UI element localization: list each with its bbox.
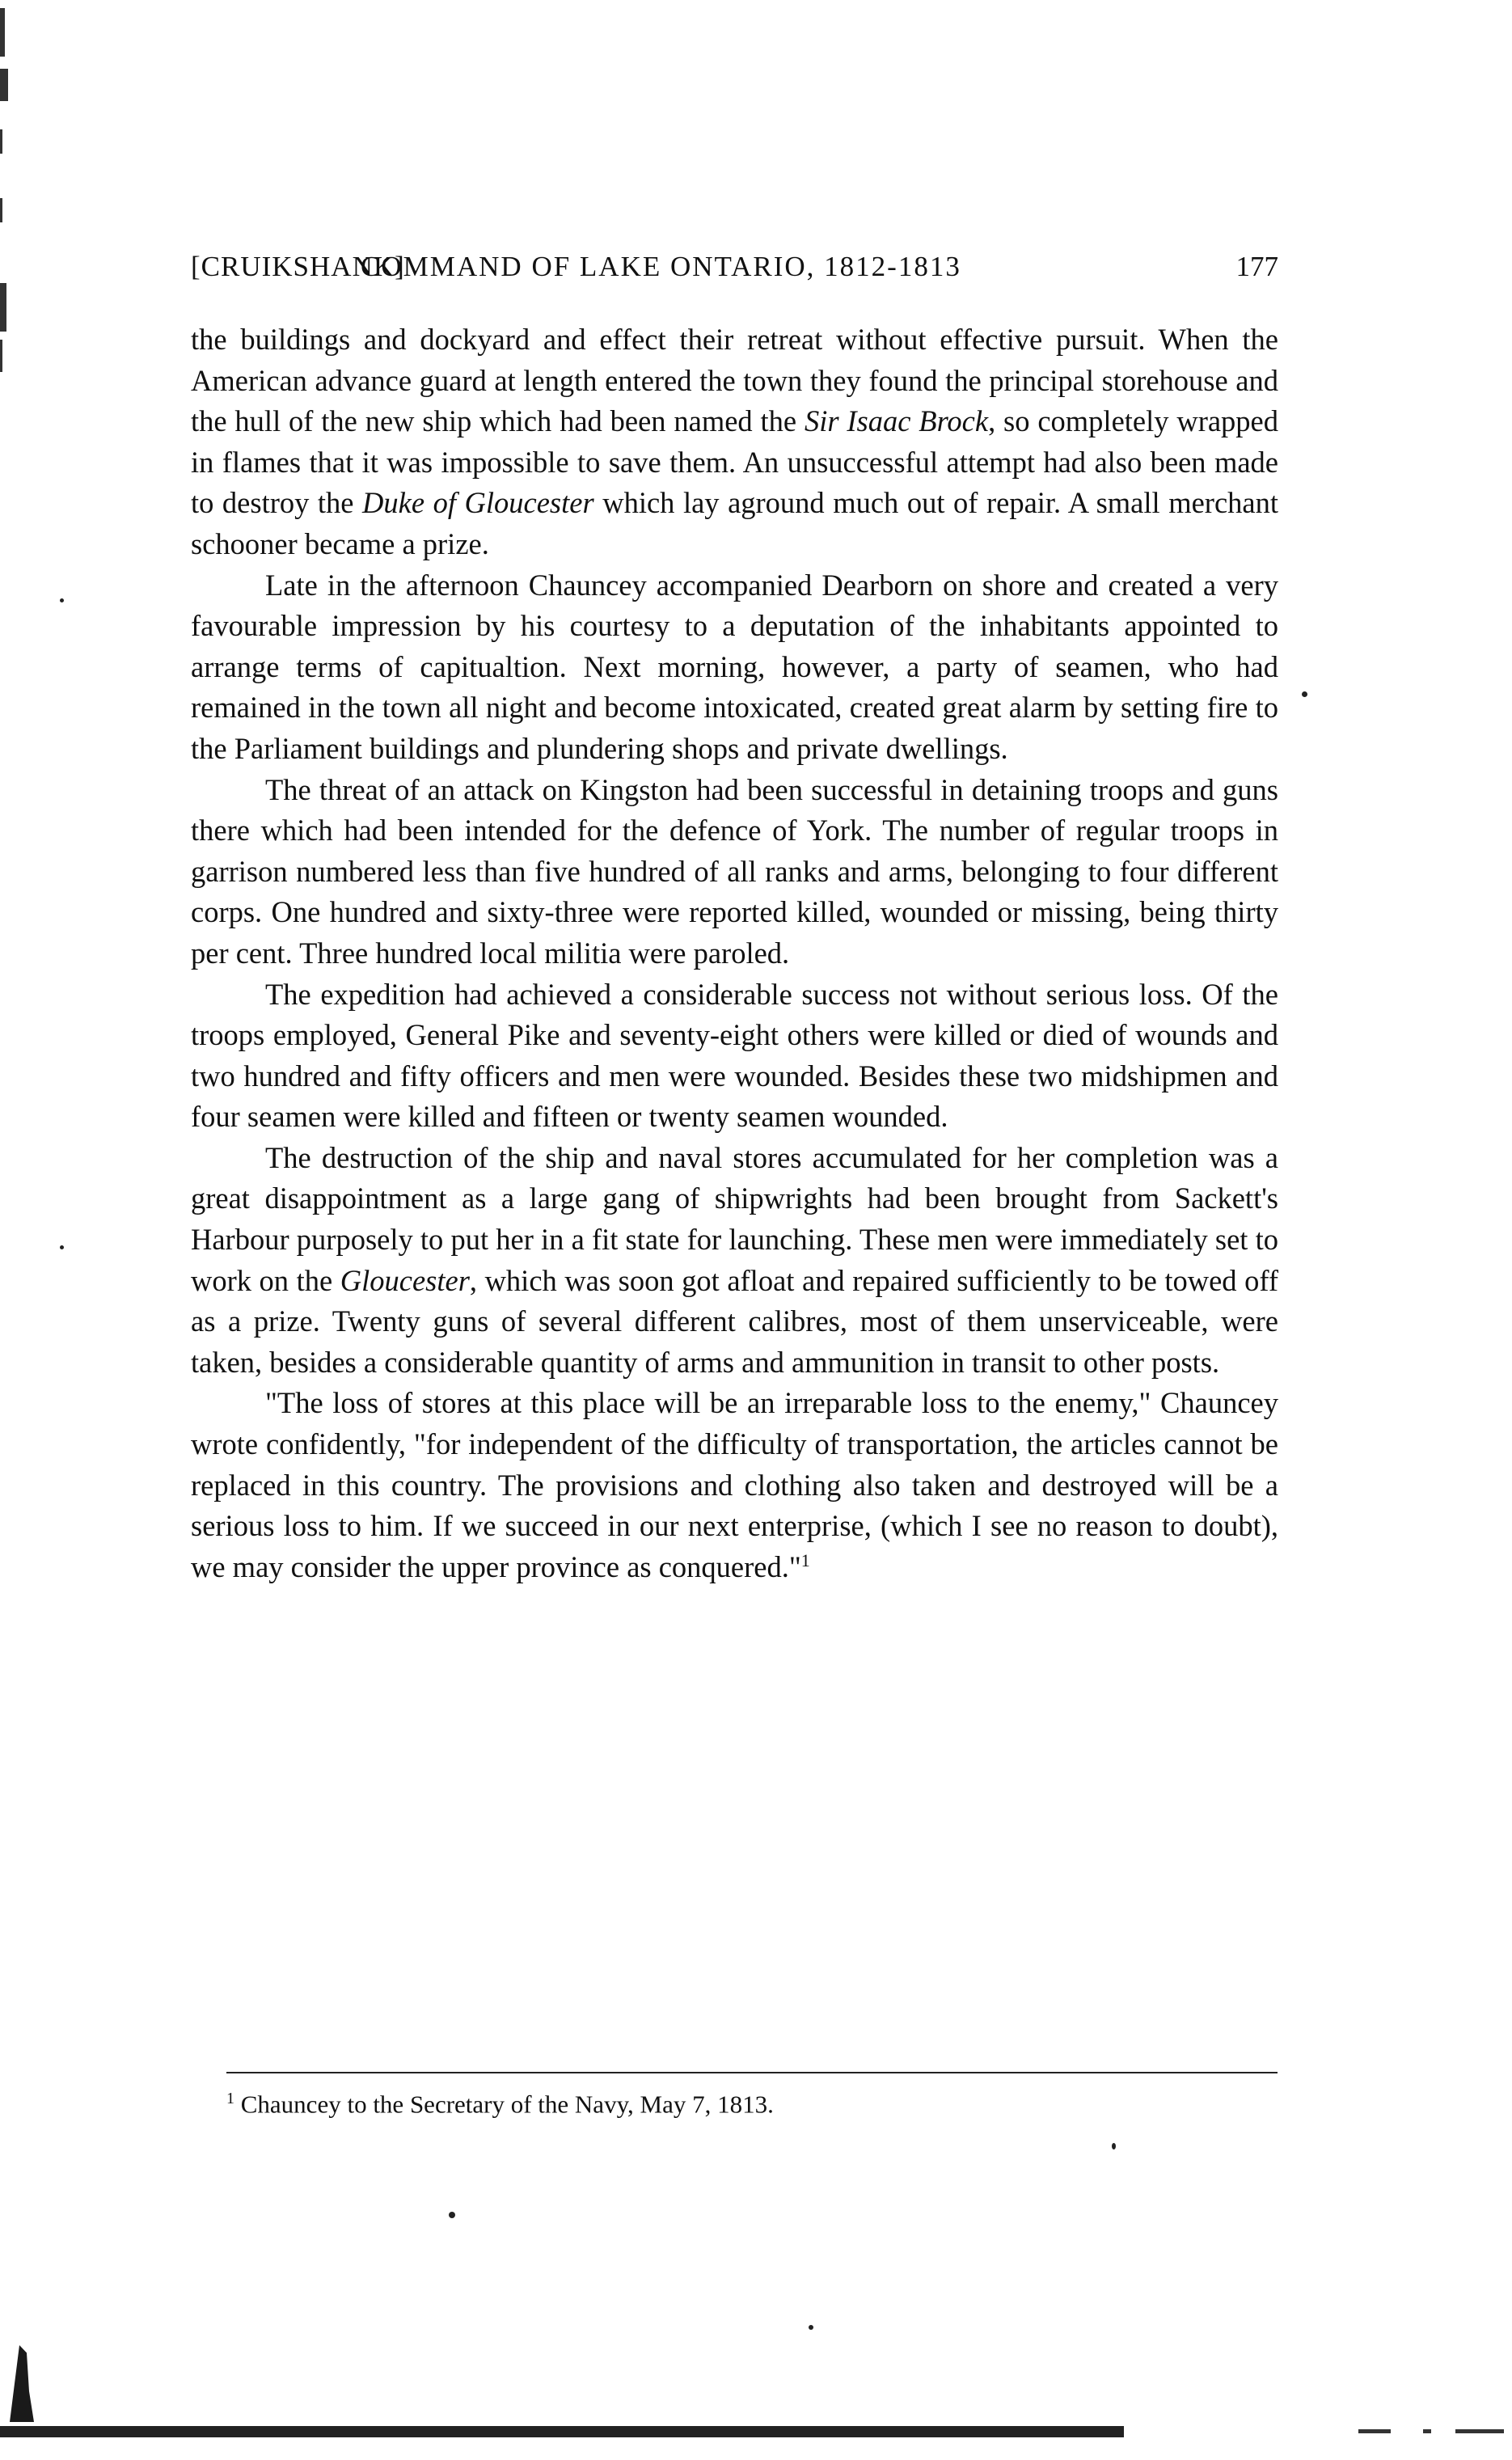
footnote-text: Chauncey to the Secretary of the Navy, May 7, 1813.	[234, 2090, 774, 2119]
paragraph-4: The expedition had achieved a considerable success not without serious loss. Of the troops employed, General Pike and seventy-eight others were killed or died of wounds and two hundred and fifty officers and men were wounded. Besides these two midshipmen and four seamen were killed and fifteen or twenty seamen wounded.	[191, 977, 1278, 1134]
paragraph-2: Late in the afternoon Chauncey accompanied Dearborn on shore and created a very favourable impression by his courtesy to a deputation of the inhabitants appointed to arrange terms of capitualtion. Next morning, however, a party of seamen, who had remained in the town all night and become intoxicated, created great alarm by setting fire to the Parliament buildings and plundering shops and private dwellings.	[191, 568, 1278, 765]
scan-bottom-edge	[1423, 2429, 1431, 2433]
scan-margin-mark	[0, 283, 6, 332]
ship-name-gloucester: Gloucester	[340, 1263, 470, 1297]
header-author: [CRUIKSHANK]	[191, 251, 405, 282]
scan-speck	[1112, 2143, 1116, 2149]
scan-margin-mark	[0, 129, 2, 154]
scan-speck	[449, 2212, 455, 2218]
footnote-reference: 1	[800, 1549, 810, 1570]
scan-speck	[60, 1245, 64, 1249]
ship-name-duke-of-gloucester: Duke of Gloucester	[362, 486, 594, 520]
main-text	[191, 319, 1278, 1587]
scan-blot	[10, 2345, 34, 2422]
paragraph-6: "The loss of stores at this place will be an irreparable loss to the enemy," Chauncey wrote confidently, "for independent of the difficulty of transportation, the articles cannot be replaced in this country. The provisions and clothing also taken and destroyed will be a serious loss to him. If we succeed in our next enterprise, (which I see no reason to doubt), we may consider the upper province as conquered."$^1$	[191, 1386, 1278, 1583]
page-number: 177	[1235, 251, 1278, 282]
scan-bottom-edge	[0, 2426, 1124, 2437]
scan-bottom-edge	[1455, 2429, 1504, 2433]
scan-bottom-edge	[1358, 2429, 1391, 2433]
header-title: COMMAND OF LAKE ONTARIO, 1812-1813	[361, 251, 961, 282]
scan-margin-mark	[0, 69, 8, 101]
footnote-rule	[226, 2072, 1278, 2073]
scan-margin-mark	[0, 340, 2, 372]
running-header	[191, 251, 1278, 291]
footnote	[226, 2082, 1278, 2120]
paragraph-5: The destruction of the ship and naval stores accumulated for her completion was a great disappointment as a large gang of shipwrights had been brought from Sackett's Harbour purposely to put her in a fit state for launching. These men were immediately set to work on the Gloucester, which was soon got afloat and repaired sufficiently to be towed off as a prize. Twenty guns of several different calibres, most of them unserviceable, were taken, besides a considerable quantity of arms and ammunition in transit to other posts.	[191, 1140, 1278, 1379]
ship-name-sir-isaac-brock: Sir Isaac Brock	[804, 404, 989, 438]
paragraph-1: the buildings and dockyard and effect their retreat without effective pursuit. When the American advance guard at length entered the town they found the principal storehouse and the hull of the new ship which had been named the Sir Isaac Brock, so completely wrapped in flames that it was impossible to save them. An unsuccessful attempt had also been made to destroy the Duke of Gloucester which lay aground much out of repair. A small merchant schooner became a prize.	[191, 323, 1279, 560]
paragraph-3: The threat of an attack on Kingston had been successful in detaining troops and guns there which had been intended for the defence of York. The number of regular troops in garrison numbered less than five hundred of all ranks and arms, belonging to four different corps. One hundred and sixty-three were reported killed, wounded or missing, being thirty per cent. Three hundred local militia were paroled.	[191, 772, 1278, 970]
scan-speck	[1302, 691, 1307, 697]
scan-margin-mark	[0, 8, 5, 57]
scan-speck	[60, 598, 64, 602]
footnote-marker: 1	[226, 2090, 234, 2107]
scan-speck	[809, 2325, 813, 2330]
scan-margin-mark	[0, 198, 2, 222]
